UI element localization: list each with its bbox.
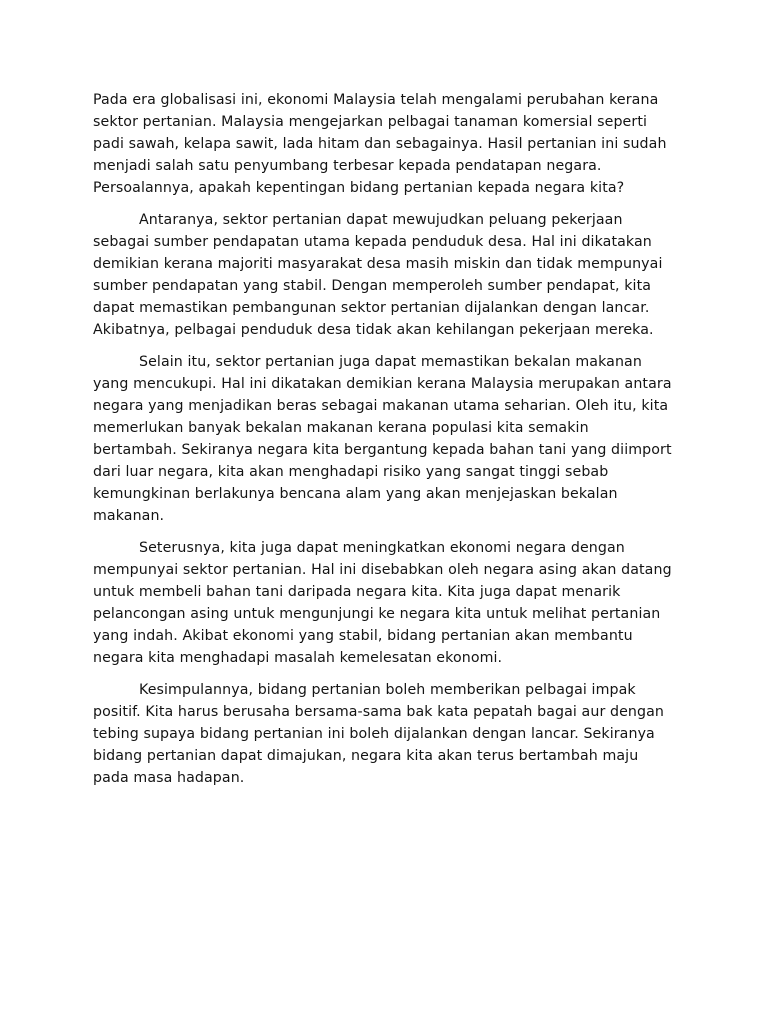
text-line: menjadi salah satu penyumbang terbesar kepada pendatapan negara. (93, 158, 602, 174)
text-line: dari luar negara, kita akan menghadapi risiko yang sangat tinggi sebab (93, 464, 609, 480)
text-line: untuk membeli bahan tani daripada negara kita. Kita juga dapat menarik (93, 584, 621, 600)
text-line: Akibatnya, pelbagai penduduk desa tidak akan kehilangan pekerjaan mereka. (93, 322, 654, 338)
text-line: sumber pendapatan yang stabil. Dengan memperoleh sumber pendapat, kita (93, 278, 652, 294)
text-line: bertambah. Sekiranya negara kita bergantung kepada bahan tani yang diimport (93, 442, 672, 458)
text-line: positif. Kita harus berusaha bersama-sama bak kata pepatah bagai aur dengan (93, 704, 665, 720)
text-line: yang mencukupi. Hal ini dikatakan demikian kerana Malaysia merupakan antara (93, 376, 672, 392)
text-line: dapat memastikan pembangunan sektor pertanian dijalankan dengan lancar. (93, 300, 650, 316)
text-line: mempunyai sektor pertanian. Hal ini disebabkan oleh negara asing akan datang (93, 562, 672, 578)
text-line: makanan. (93, 508, 165, 524)
text-line: kemungkinan berlakunya bencana alam yang akan menjejaskan bekalan (93, 486, 618, 502)
text-line: sektor pertanian. Malaysia mengejarkan pelbagai tanaman komersial seperti (93, 114, 648, 130)
text-line: Kesimpulannya, bidang pertanian boleh memberikan pelbagai impak (139, 682, 636, 698)
text-line: pelancongan asing untuk mengunjungi ke negara kita untuk melihat pertanian (93, 606, 661, 622)
text-line: negara yang menjadikan beras sebagai makanan utama seharian. Oleh itu, kita (93, 398, 669, 414)
text-line: negara kita menghadapi masalah kemelesatan ekonomi. (93, 650, 503, 666)
paragraph-point-2 (93, 351, 683, 527)
text-line: Antaranya, sektor pertanian dapat mewujudkan peluang pekerjaan (139, 212, 623, 228)
text-line: Persoalannya, apakah kepentingan bidang pertanian kepada negara kita? (93, 180, 625, 196)
text-line: yang indah. Akibat ekonomi yang stabil, bidang pertanian akan membantu (93, 628, 633, 644)
text-line: memerlukan banyak bekalan makanan kerana populasi kita semakin (93, 420, 589, 436)
paragraph-point-3 (93, 537, 683, 669)
text-line: pada masa hadapan. (93, 770, 245, 786)
text-line: Selain itu, sektor pertanian juga dapat memastikan bekalan makanan (139, 354, 642, 370)
text-line: demikian kerana majoriti masyarakat desa masih miskin dan tidak mempunyai (93, 256, 663, 272)
text-line: sebagai sumber pendapatan utama kepada penduduk desa. Hal ini dikatakan (93, 234, 652, 250)
text-line: Pada era globalisasi ini, ekonomi Malaysia telah mengalami perubahan kerana (93, 92, 659, 108)
paragraph-conclusion (93, 679, 683, 789)
text-line: bidang pertanian dapat dimajukan, negara kita akan terus bertambah maju (93, 748, 639, 764)
essay-body (93, 89, 683, 799)
paragraph-point-1 (93, 209, 683, 341)
text-line: padi sawah, kelapa sawit, lada hitam dan sebagainya. Hasil pertanian ini sudah (93, 136, 667, 152)
text-line: Seterusnya, kita juga dapat meningkatkan ekonomi negara dengan (139, 540, 625, 556)
text-line: tebing supaya bidang pertanian ini boleh dijalankan dengan lancar. Sekiranya (93, 726, 655, 742)
paragraph-introduction (93, 89, 683, 199)
